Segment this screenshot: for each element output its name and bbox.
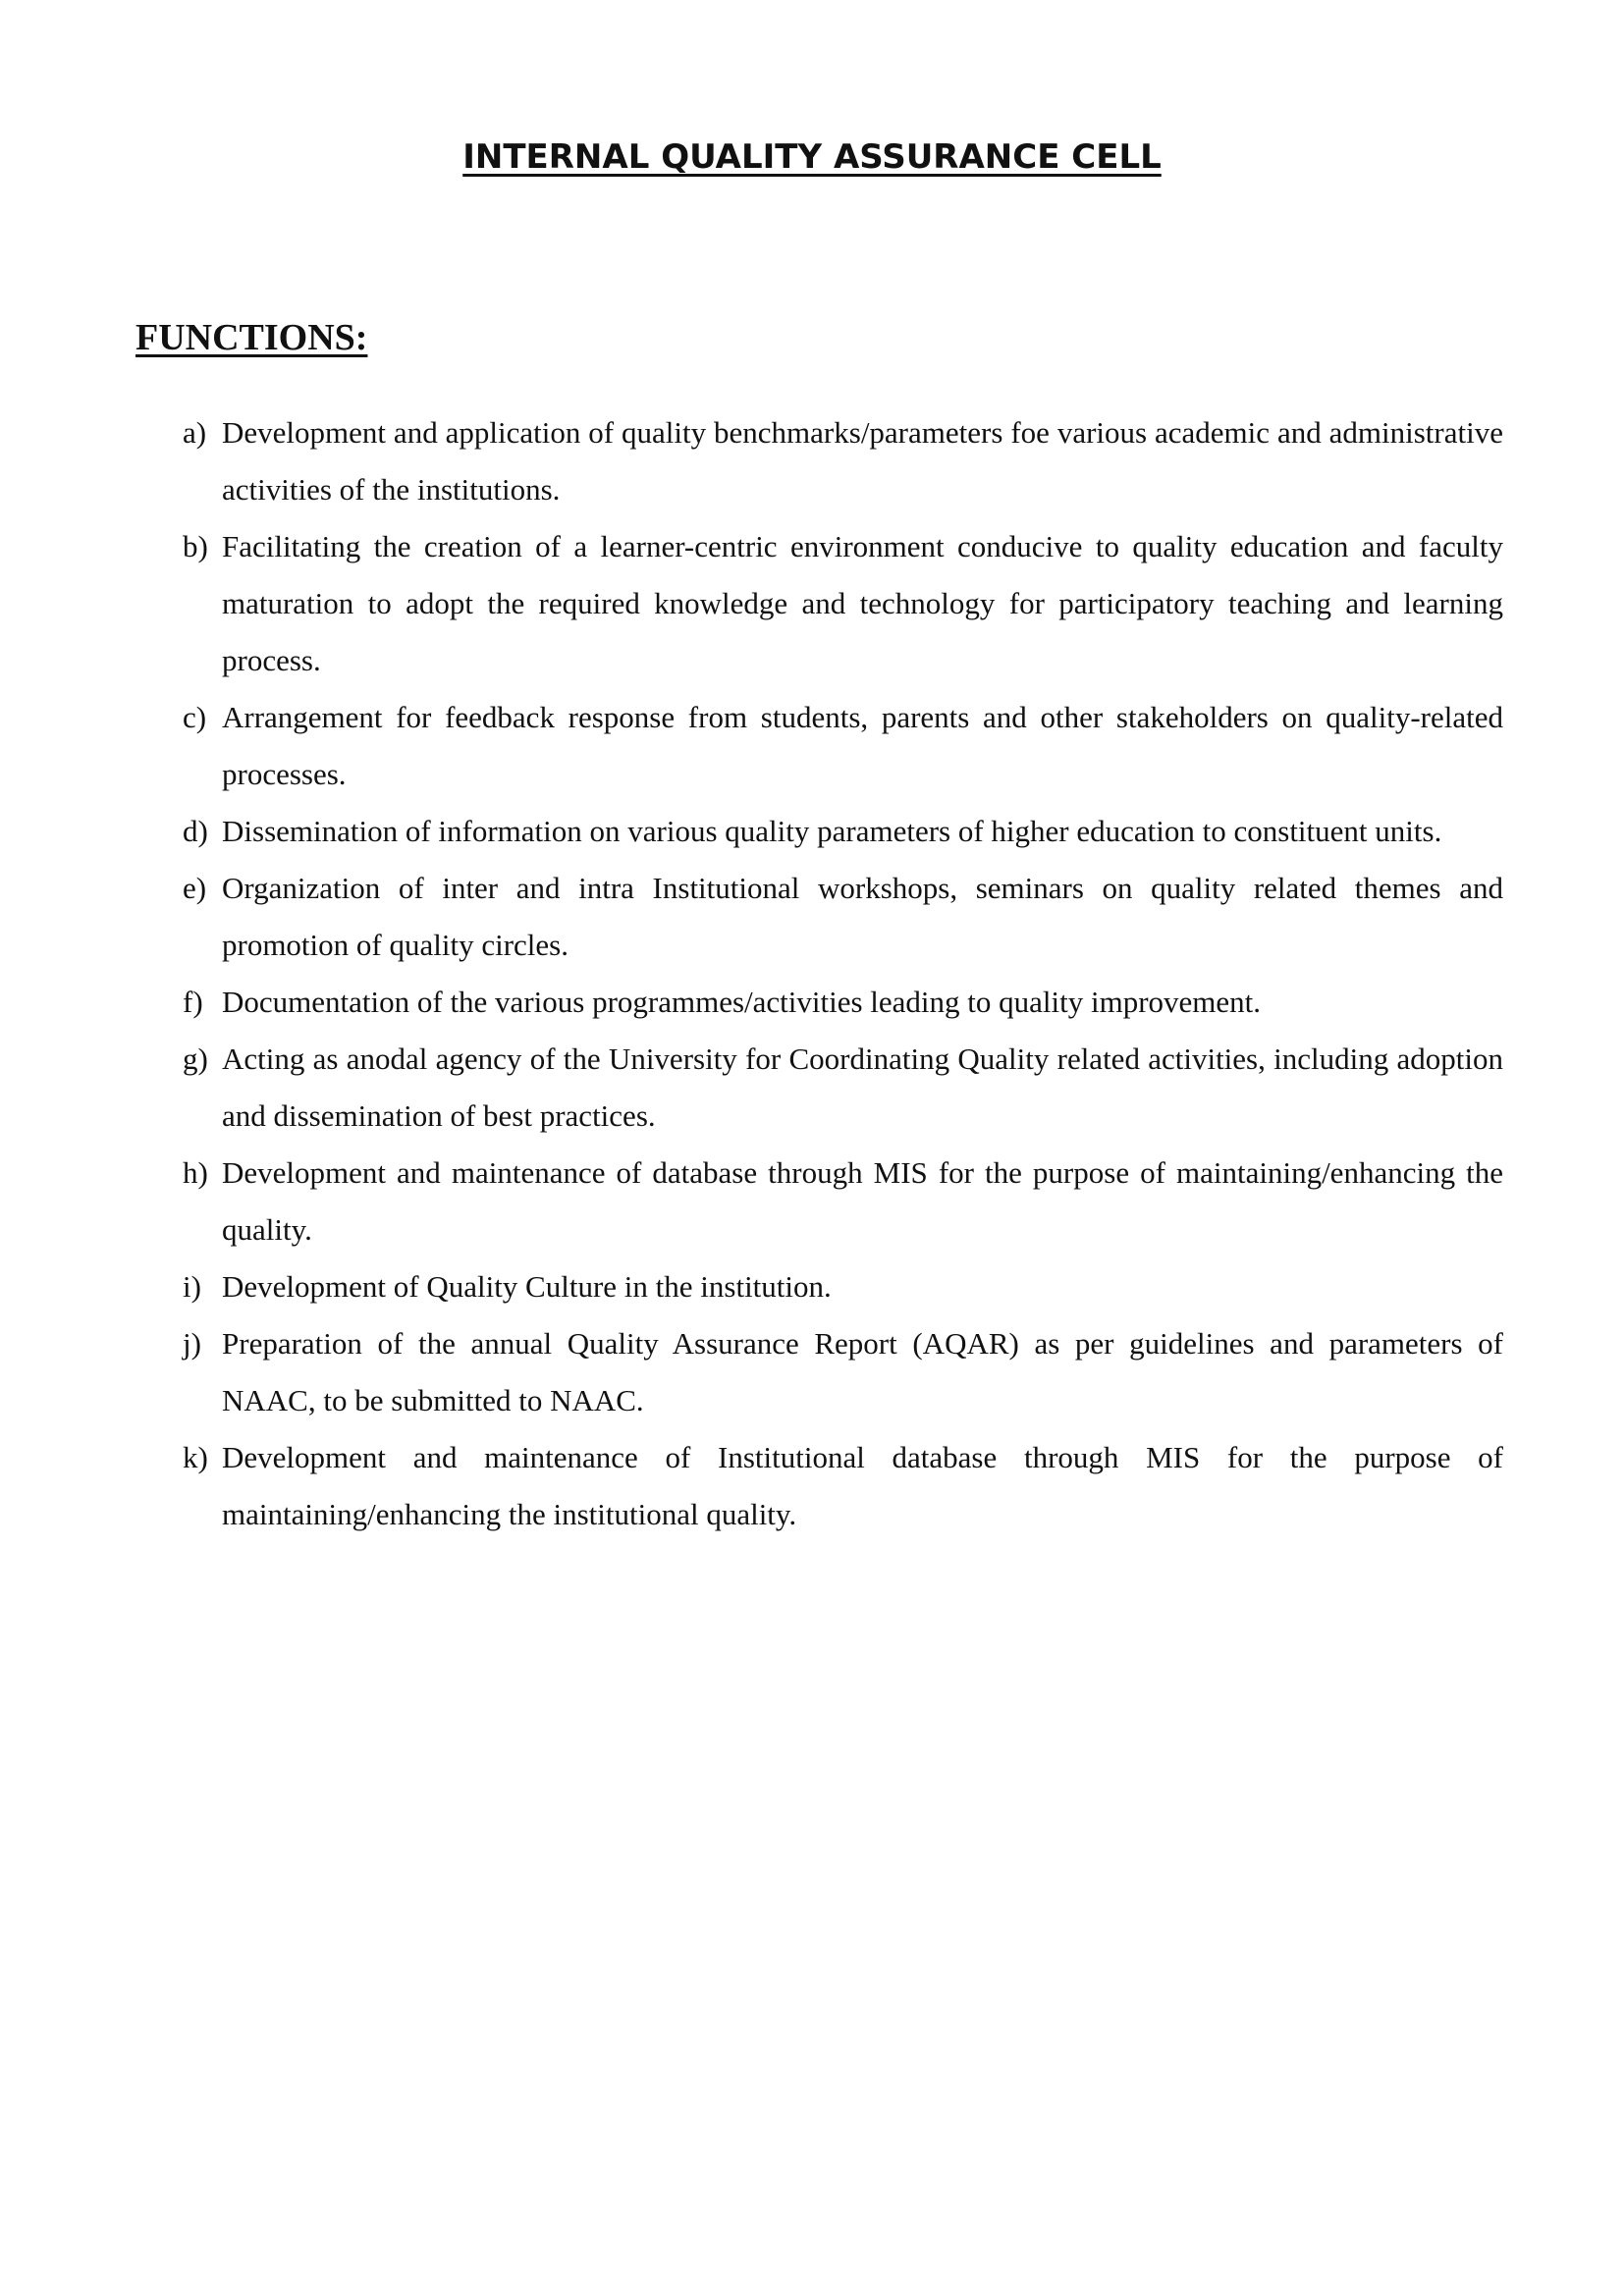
- function-text: Dissemination of information on various quality parameters of higher education to constituent units.: [222, 814, 1442, 848]
- function-item-b: [183, 518, 1503, 689]
- function-marker: e): [183, 871, 207, 905]
- function-marker: c): [183, 700, 207, 734]
- function-item-e: [183, 860, 1503, 974]
- function-item-a: [183, 404, 1503, 518]
- function-marker: b): [183, 529, 208, 563]
- document-title: INTERNAL QUALITY ASSURANCE CELL: [462, 137, 1162, 177]
- function-marker: h): [183, 1155, 208, 1190]
- function-item-i: [183, 1258, 1503, 1315]
- function-item-c: [183, 689, 1503, 803]
- function-marker: d): [183, 814, 208, 848]
- function-text: Acting as anodal agency of the University for Coordinating Quality related activities, including adoption and dissemination of best practices.: [222, 1041, 1503, 1133]
- function-marker: j): [183, 1326, 201, 1361]
- function-text: Development and application of quality benchmarks/parameters foe various academic and administrative activities of the institutions.: [222, 415, 1503, 507]
- function-item-j: [183, 1315, 1503, 1429]
- function-marker: a): [183, 415, 207, 450]
- function-marker: f): [183, 985, 203, 1019]
- functions-heading: FUNCTIONS:: [135, 317, 368, 358]
- function-item-k: [183, 1429, 1503, 1543]
- function-marker: g): [183, 1041, 208, 1076]
- function-item-d: [183, 803, 1503, 860]
- function-item-g: [183, 1031, 1503, 1145]
- function-marker: i): [183, 1269, 201, 1304]
- functions-list: [183, 404, 1503, 1543]
- function-text: Development and maintenance of database through MIS for the purpose of maintaining/enhancing the quality.: [222, 1155, 1503, 1247]
- function-item-f: [183, 974, 1503, 1031]
- function-text: Arrangement for feedback response from students, parents and other stakeholders on quality-related processes.: [222, 700, 1503, 791]
- function-text: Organization of inter and intra Institutional workshops, seminars on quality related themes and promotion of quality circles.: [222, 871, 1503, 962]
- function-text: Facilitating the creation of a learner-centric environment conducive to quality education and faculty maturation to adopt the required knowledge and technology for participatory teaching and learning process.: [222, 529, 1503, 677]
- function-text: Documentation of the various programmes/activities leading to quality improvement.: [222, 985, 1262, 1019]
- function-text: Development and maintenance of Institutional database through MIS for the purpose of maintaining/enhancing the institutional quality.: [222, 1440, 1503, 1531]
- function-item-h: [183, 1145, 1503, 1258]
- function-text: Development of Quality Culture in the institution.: [222, 1269, 832, 1304]
- function-text: Preparation of the annual Quality Assurance Report (AQAR) as per guidelines and parameters of NAAC, to be submitted to NAAC.: [222, 1326, 1503, 1417]
- function-marker: k): [183, 1440, 208, 1474]
